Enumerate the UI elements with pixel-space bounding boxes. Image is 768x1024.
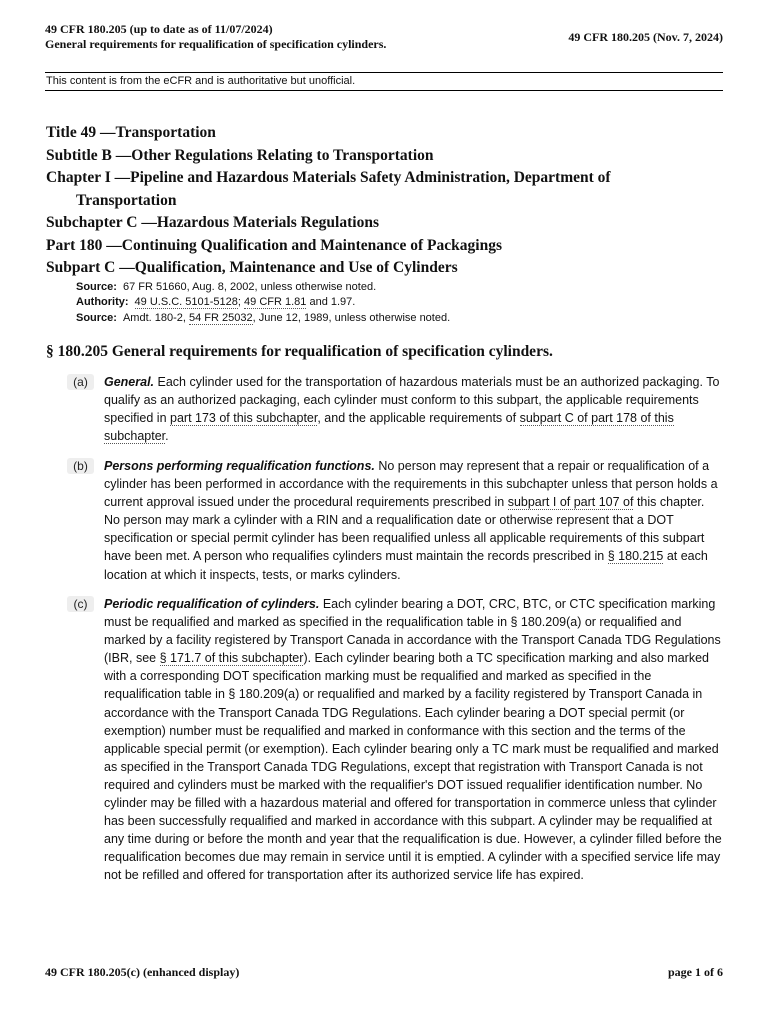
paragraph-tag-c[interactable]: (c) xyxy=(67,596,94,612)
subchapter-heading: Subchapter C —Hazardous Materials Regulations xyxy=(46,214,379,231)
link-180-215[interactable]: § 180.215 xyxy=(607,549,664,564)
hierarchy-block xyxy=(46,122,706,326)
paragraph-tag-a[interactable]: (a) xyxy=(67,374,94,390)
title-heading: Title 49 —Transportation xyxy=(46,124,216,141)
section-title: § 180.205 General requirements for requalification of specification cylinders. xyxy=(46,343,553,360)
link-subpart-i-part-107[interactable]: subpart I of part 107 of xyxy=(507,495,634,510)
authority-link-usc[interactable]: 49 U.S.C. 5101-5128 xyxy=(134,296,238,308)
paragraph-text-c: Periodic requalification of cylinders. Each cylinder bearing a DOT, CRC, BTC, or CTC specification marking must be requalified and marked as specified in the requalification table in § 180.209(a) or requalified and marked by a facility registered by Transport Canada in accordance with the Transport Canada TDG Regulations (IBR, see § 171.7 of this subchapter). Each cylinder bearing both a TC specification marking and also marked with a corresponding DOT specification marking must be requalified and marked as specified in the requalification table in § 180.209(a) or requalified and marked by a facility registered by Transport Canada in accordance with the Transport Canada TDG Regulations. Each cylinder bearing a DOT special permit (or exemption) number must be requalified and marked in conformance with this section and the terms of the applicable special permit (or exemption). Each cylinder bearing only a TC mark must be requalified and marked as specified in the Transport Canada TDG Regulations, except that registration with Transport Canada is not required and cylinders must be marked with the requalifier's DOT issued requalifier identification number. No cylinder may be filled with a hazardous material and offered for transportation in commerce unless that cylinder has been successfully requalified and marked in accordance with this subpart. A cylinder may be requalified at any time during or before the month and year that the requalification is due. However, a cylinder filled before the requalification becomes due may remain in service until it is emptied. A cylinder with a specified service life may not be refilled and offered for transportation after its authorized service life has expired. xyxy=(104,597,722,883)
source2-link-fr[interactable]: 54 FR 25032 xyxy=(189,311,253,324)
authority-link-cfr[interactable]: 49 CFR 1.81 xyxy=(244,296,307,308)
source-label: Source: xyxy=(76,280,117,293)
authority-line: Authority: 49 U.S.C. 5101-5128; 49 CFR 1.81 and 1.97. xyxy=(76,295,706,311)
header-citation: 49 CFR 180.205 (up to date as of 11/07/2024) xyxy=(45,22,273,36)
header-date-citation: 49 CFR 180.205 (Nov. 7, 2024) xyxy=(568,30,723,44)
header-section-title: General requirements for requalification of specification cylinders. xyxy=(45,37,387,51)
paragraph-b xyxy=(67,457,723,584)
link-part-173[interactable]: part 173 of this subchapter xyxy=(170,411,318,426)
paragraph-text-a: General. Each cylinder used for the transportation of hazardous materials must be an authorized packaging. To qualify as an authorized packaging, each cylinder must conform to this subpart, the applicable requirements specified in part 173 of this subchapter, and the applicable requirements of subpart C of part 178 of this subchapter. xyxy=(104,375,720,444)
page-header xyxy=(45,22,525,52)
part-heading: Part 180 —Continuing Qualification and Maintenance of Packagings xyxy=(46,236,502,254)
subtitle-heading: Subtitle B —Other Regulations Relating to Transportation xyxy=(46,146,434,164)
paragraph-text-b: Persons performing requalification functions. No person may represent that a repair or requalification of a cylinder has been performed in accordance with the requirements in this subchapter unless that person holds a current approval issued under the procedural requirements prescribed in subpart I of part 107 of this chapter. No person may mark a cylinder with a RIN and a requalification date or otherwise represent that a DOT specification or special permit cylinder has been requalified unless all applicable requirements of this subpart have been met. A person who requalifies cylinders must maintain the records prescribed in § 180.215 at each location at which it inspects, tests, or marks cylinders. xyxy=(104,459,718,582)
source-line xyxy=(76,280,706,296)
source-amendment-line: Source: Amdt. 180-2, 54 FR 25032, June 12, 1989, unless otherwise noted. xyxy=(76,311,706,327)
source-authority-block xyxy=(76,280,706,327)
subpart-heading: Subpart C —Qualification, Maintenance and Use of Cylinders xyxy=(46,259,458,276)
link-subpart-c-part-178[interactable]: subpart C of part 178 of this subchapter xyxy=(104,411,674,444)
page-number: page 1 of 6 xyxy=(668,965,723,979)
source-text: 67 FR 51660, Aug. 8, 2002, unless otherwise noted. xyxy=(122,280,377,293)
chapter-heading: Chapter I —Pipeline and Hazardous Materials Safety Administration, Department of Transportation xyxy=(46,169,611,209)
source2-label: Source: xyxy=(76,311,117,324)
authority-label: Authority: xyxy=(76,296,129,308)
paragraph-a xyxy=(67,373,723,445)
footer-citation: 49 CFR 180.205(c) (enhanced display) xyxy=(45,965,240,979)
paragraph-tag-b[interactable]: (b) xyxy=(67,458,94,474)
link-171-7[interactable]: § 171.7 of this subchapter xyxy=(159,651,304,666)
paragraph-c xyxy=(67,595,723,885)
disclaimer-banner: This content is from the eCFR and is authoritative but unofficial. xyxy=(45,72,723,91)
